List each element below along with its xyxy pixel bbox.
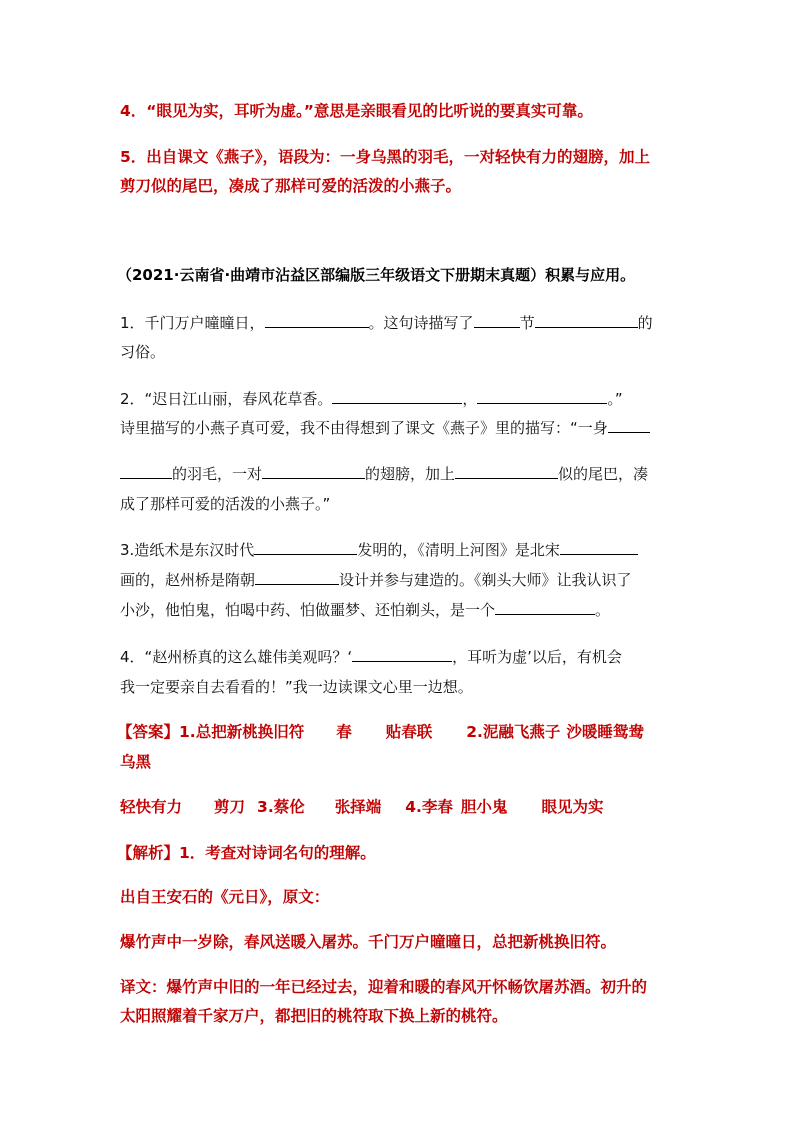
q2-text-f: 的翅膀，加上 <box>365 465 456 483</box>
q1-text-d: 的 <box>637 314 653 332</box>
q2-text-a: 2．“迟日江山丽，春风花草香。 <box>120 390 333 408</box>
answer-line2: 乌黑 <box>120 753 152 771</box>
answer-blank[interactable] <box>608 418 650 433</box>
prev-answer-5-line1: 5．出自课文《燕子》，语段为：一身乌黑的羽毛，一对轻快有力的翅膀，加上 <box>120 148 651 166</box>
question-1-line2: 习俗。 <box>120 343 166 361</box>
answer-2a: 2.泥融飞燕子 <box>466 723 561 741</box>
q3-text-c: 画的，赵州桥是隋朝 <box>120 571 256 589</box>
answer-1b: 春 <box>336 723 352 741</box>
question-2-line3 <box>120 464 648 484</box>
answer-line3 <box>120 797 603 817</box>
q4-text-a: 4．“赵州桥真的这么雄伟美观吗？‘ <box>120 648 353 666</box>
prev-answer-5-line2: 剪刀似的尾巴，凑成了那样可爱的活泼的小燕子。 <box>120 177 462 195</box>
q2-text-e: 的羽毛，一对 <box>172 465 263 483</box>
analysis-line3: 爆竹声中一岁除，春风送暖入屠苏。千门万户曈曈日，总把新桃换旧符。 <box>120 933 617 951</box>
question-3-line1 <box>120 540 638 560</box>
answer-2d: 轻快有力 <box>120 798 183 816</box>
answer-blank[interactable] <box>265 313 369 328</box>
question-2-line1 <box>120 389 623 409</box>
question-2-line2 <box>120 418 650 438</box>
answer-3a: 3.蔡伦 <box>257 798 305 816</box>
q3-text-f: 。 <box>595 601 611 619</box>
analysis-line1 <box>117 843 376 863</box>
answer-2e: 剪刀 <box>214 798 246 816</box>
answer-4c: 眼见为实 <box>541 798 604 816</box>
answer-3b: 张择端 <box>334 798 382 816</box>
answer-1c: 贴春联 <box>385 723 433 741</box>
answer-blank[interactable] <box>254 540 357 555</box>
q2-text-g: 似的尾巴，凑 <box>558 465 649 483</box>
answer-blank[interactable] <box>495 600 595 615</box>
q1-text-a: 1．千门万户曈曈日， <box>120 314 265 332</box>
question-4-line1 <box>120 647 622 667</box>
q3-text-b: 发明的，《清明上河图》是北宋 <box>357 541 560 559</box>
q4-text-b: ，耳听为虚’以后，有机会 <box>452 648 622 666</box>
answer-blank[interactable] <box>332 389 462 404</box>
analysis-tag: 【解析】 <box>117 844 180 862</box>
answer-4b: 胆小鬼 <box>460 798 508 816</box>
q3-text-d: 设计并参与建造的。《剃头大师》让我认识了 <box>339 571 632 589</box>
analysis-line2: 出自王安石的《元日》，原文： <box>120 888 330 906</box>
q2-text-c: 。” <box>607 390 623 408</box>
q3-text-a: 3.造纸术是东汉时代 <box>120 541 255 559</box>
answer-blank[interactable] <box>560 540 638 555</box>
q2-text-b: ， <box>462 390 478 408</box>
analysis-text-1: 1．考查对诗词名句的理解。 <box>179 844 376 862</box>
question-2-line4: 成了那样可爱的活泼的小燕子。” <box>120 495 331 513</box>
answer-2b: 沙暖睡鸳鸯 <box>566 723 644 741</box>
answer-blank[interactable] <box>120 464 172 479</box>
analysis-line5: 太阳照耀着千家万户，都把旧的桃符取下换上新的桃符。 <box>120 1007 508 1025</box>
q1-text-c: 节 <box>519 314 535 332</box>
question-3-line3 <box>120 600 610 620</box>
answer-tag: 【答案】 <box>117 723 180 741</box>
q2-text-d: 诗里描写的小燕子真可爱，我不由得想到了课文《燕子》里的描写：“一身 <box>120 419 608 437</box>
answer-line1 <box>117 722 644 742</box>
answer-blank[interactable] <box>455 464 558 479</box>
question-1-line1 <box>120 313 653 333</box>
question-header: （2021·云南省·曲靖市沾益区部编版三年级语文下册期末真题）积累与应用。 <box>117 266 636 284</box>
q3-text-e: 小沙，他怕鬼，怕喝中药、怕做噩梦、还怕剃头，是一个 <box>120 601 496 619</box>
answer-blank[interactable] <box>352 647 452 662</box>
question-4-line2: 我一定要亲自去看看的！”我一边读课文心里一边想。 <box>120 678 473 696</box>
answer-blank[interactable] <box>474 313 520 328</box>
answer-blank[interactable] <box>255 570 339 585</box>
analysis-line4: 译文：爆竹声中旧的一年已经过去，迎着和暖的春风开怀畅饮屠苏酒。初升的 <box>120 978 648 996</box>
answer-1a: 1.总把新桃换旧符 <box>179 723 305 741</box>
prev-answer-4: 4．“眼见为实，耳听为虚。”意思是亲眼看见的比听说的要真实可靠。 <box>120 102 593 120</box>
answer-4a: 4.李春 <box>405 798 453 816</box>
q1-text-b: 。这句诗描写了 <box>368 314 474 332</box>
answer-blank[interactable] <box>262 464 365 479</box>
answer-blank[interactable] <box>535 313 638 328</box>
answer-blank[interactable] <box>477 389 607 404</box>
question-3-line2 <box>120 570 632 590</box>
